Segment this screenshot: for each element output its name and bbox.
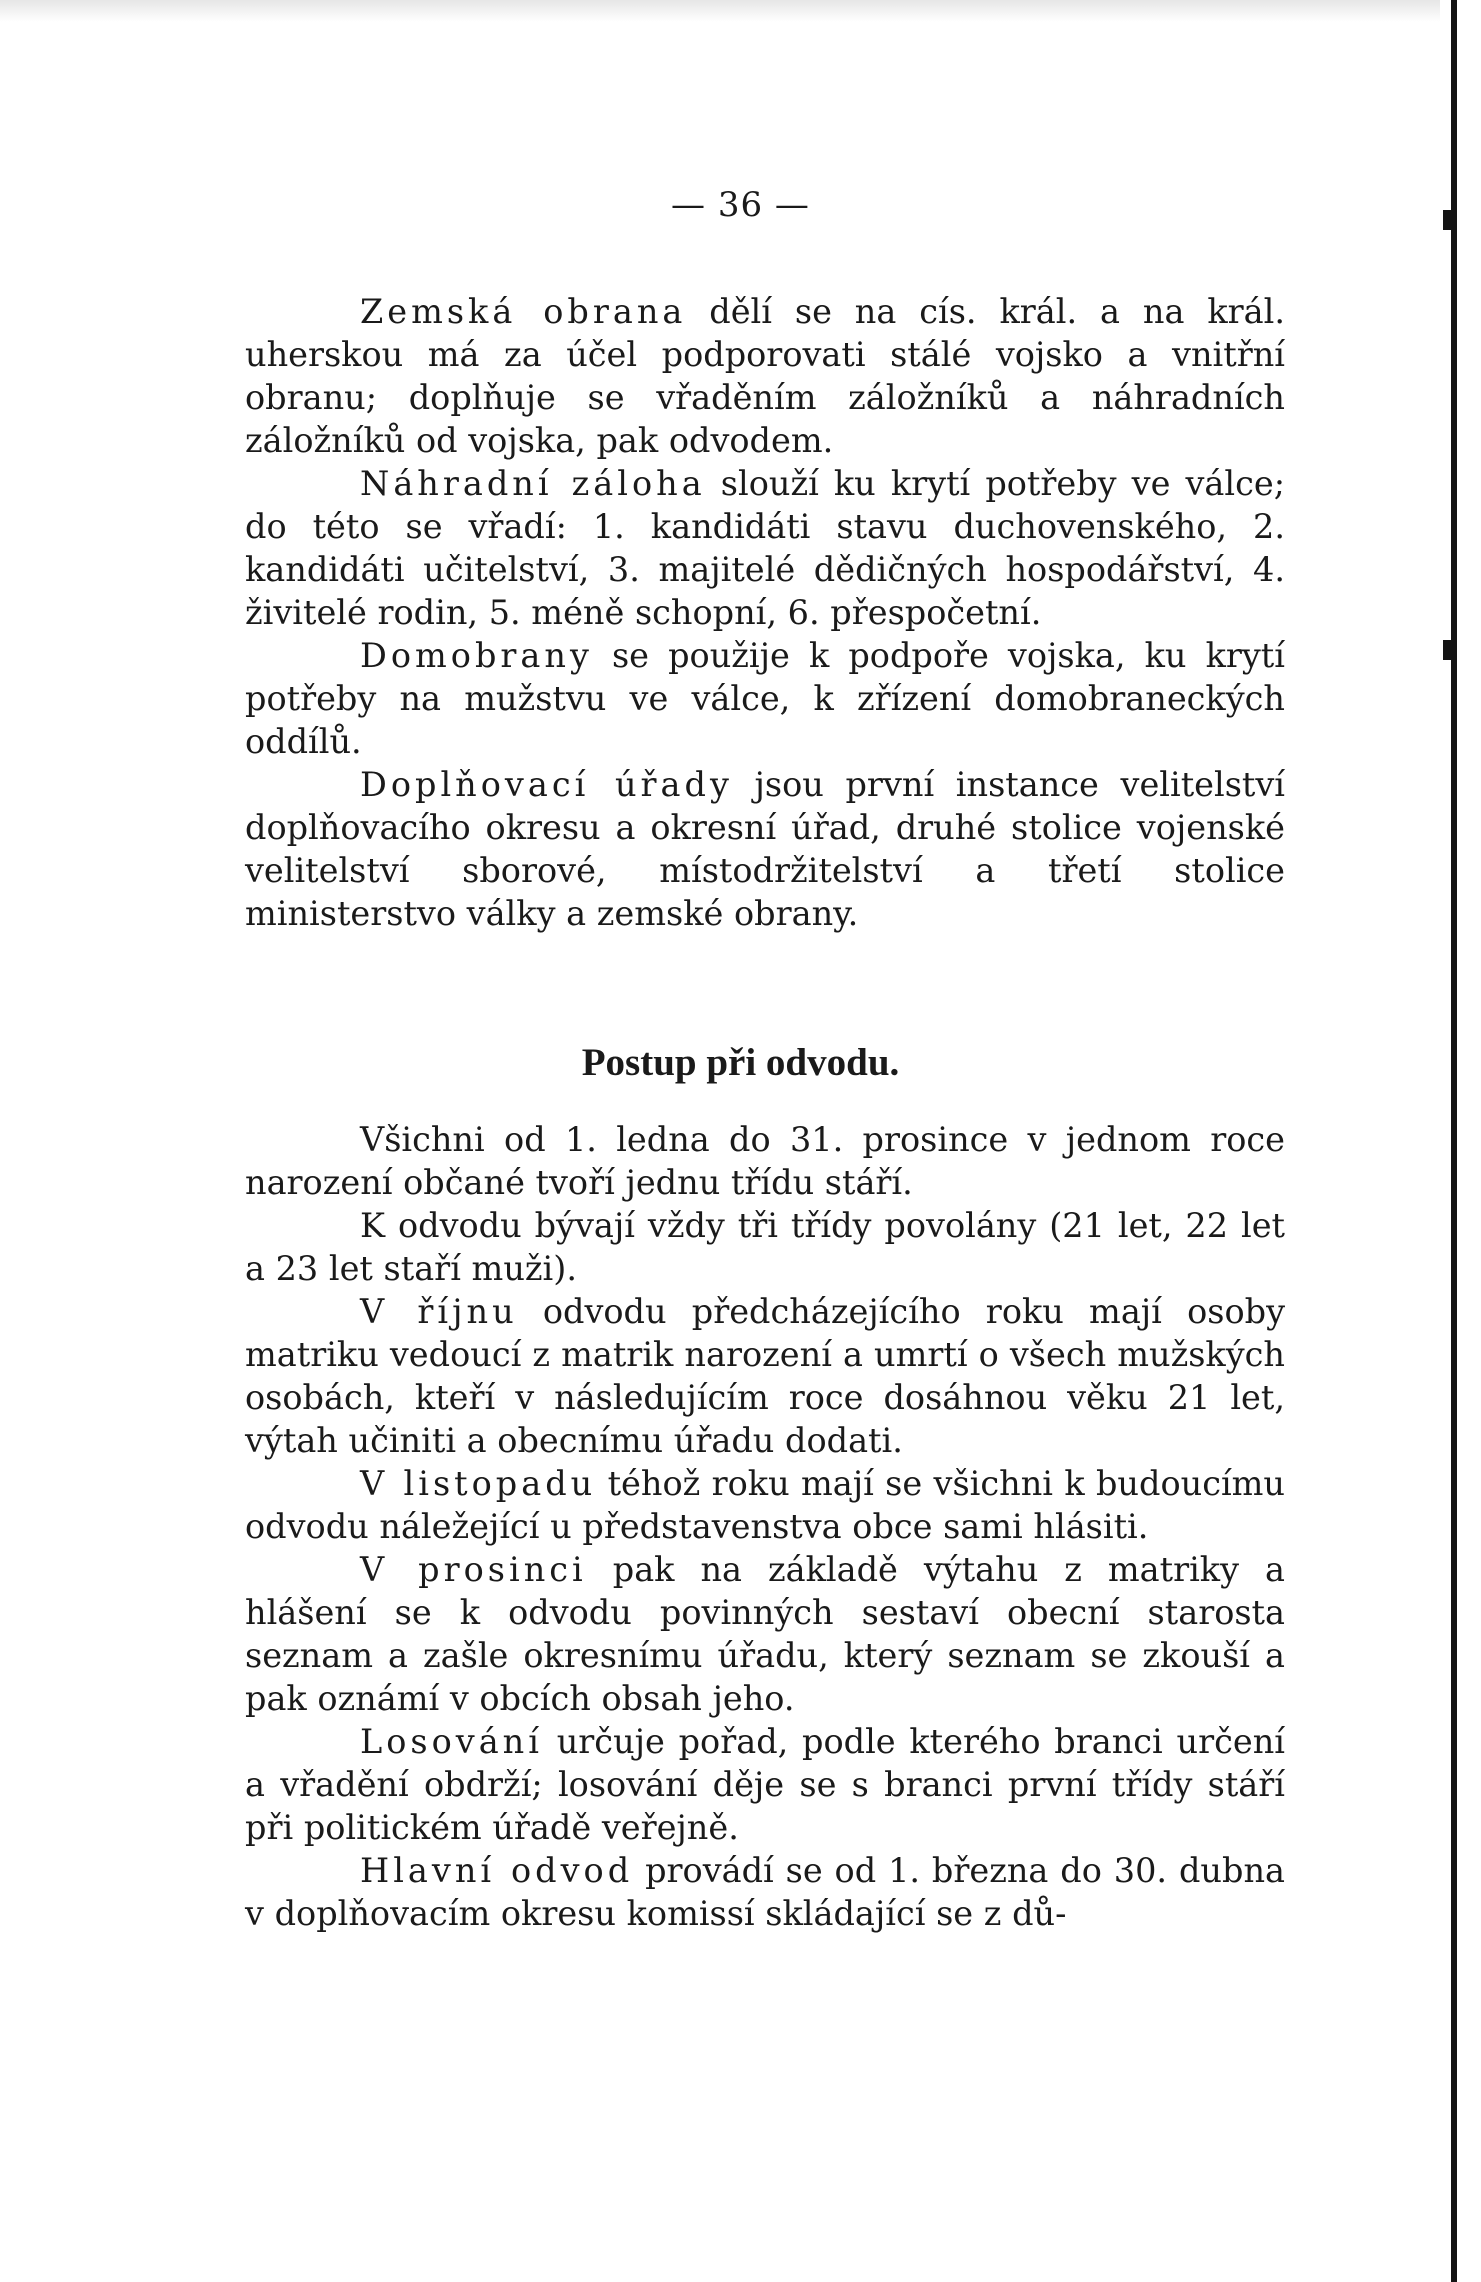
paragraph: [245, 1290, 1285, 1462]
paragraph-text: odvodu předcházejícího roku mají osoby matriku vedoucí z matrik narození a umrtí o všech mužských osobách, kteří v následujícím roce dosáhnou věku 21 let, výtah učiniti a obecnímu úřadu dodati.: [245, 1292, 1285, 1460]
paragraph-text: provádí se od 1. března do 30. dubna v doplňovacím okresu komissí skládající se z dů-: [245, 1851, 1285, 1933]
paragraph-text: slouží ku krytí potřeby ve válce; do této se vřadí: 1. kandidáti stavu duchovenského, 2. kandidáti učitelství, 3. majitelé dědičných hospodářství, 4. živitelé rodin, 5. méně schopní, 6. přespočetní.: [245, 464, 1285, 632]
paragraph: [245, 634, 1285, 763]
paragraph: [245, 1462, 1285, 1548]
page-number: — 36 —: [671, 185, 810, 225]
paragraph: [245, 1720, 1285, 1849]
page-edge-right: [1451, 0, 1481, 2282]
paragraph: [245, 290, 1285, 462]
paragraph-text: téhož roku mají se všichni k budoucímu odvodu náležející u představenstva obce sami hlásiti.: [245, 1464, 1286, 1546]
paragraph-text: Všichni od 1. ledna do 31. prosince v jednom roce narození občané tvoří jednu třídu stáří.: [245, 1120, 1285, 1202]
section-2: [245, 1118, 1285, 1935]
paragraph: [245, 1204, 1285, 1290]
paragraph-text: jsou první instance velitelství doplňovacího okresu a okresní úřad, druhé stolice vojenské velitelství sborové, místodržitelství a třetí stolice ministerstvo války a zemské obrany.: [245, 765, 1285, 933]
paragraph-text: K odvodu bývají vždy tři třídy povolány (21 let, 22 let a 23 let staří muži).: [245, 1206, 1285, 1288]
paragraph-lead: Hlavní odvod: [360, 1851, 634, 1890]
paragraph-lead: V říjnu: [360, 1292, 518, 1331]
paragraph: [245, 1849, 1285, 1935]
paragraph-text: určuje pořad, podle kterého branci určení a vřadění obdrží; losování děje se s branci první třídy stáří při politickém úřadě veřejně.: [245, 1722, 1285, 1847]
section-heading: Postup při odvodu.: [581, 1041, 900, 1084]
paragraph-lead: Domobrany: [360, 636, 593, 675]
paragraph-lead: V prosinci: [360, 1550, 587, 1589]
paragraph-text: dělí se na cís. král. a na král. uherskou má za účel podporovati stálé vojsko a vnitřní obranu; doplňuje se vřaděním záložníků a náhradních záložníků od vojska, pak odvodem.: [245, 292, 1285, 460]
paragraph-text: pak na základě výtahu z matriky a hlášení se k odvodu povinných sestaví obecní starosta seznam a zašle okresnímu úřadu, který seznam se zkouší a pak oznámí v obcích obsah jeho.: [245, 1550, 1285, 1718]
paragraph-text: se použije k podpoře vojska, ku krytí potřeby na mužstvu ve válce, k zřízení domobraneckých oddílů.: [245, 636, 1285, 761]
section-1: [245, 290, 1285, 935]
paragraph: [245, 462, 1285, 634]
page-edge-top: [0, 0, 1440, 22]
edge-notch: [1443, 640, 1453, 660]
paragraph-lead: Náhradní záloha: [360, 464, 706, 503]
paragraph: [245, 763, 1285, 935]
paragraph-lead: V listopadu: [360, 1464, 597, 1503]
paragraph-lead: Zemská obrana: [360, 292, 687, 331]
paragraph-lead: Doplňovací úřady: [360, 765, 733, 804]
paragraph: [245, 1118, 1285, 1204]
paragraph-lead: Losování: [360, 1722, 543, 1761]
paragraph: [245, 1548, 1285, 1720]
